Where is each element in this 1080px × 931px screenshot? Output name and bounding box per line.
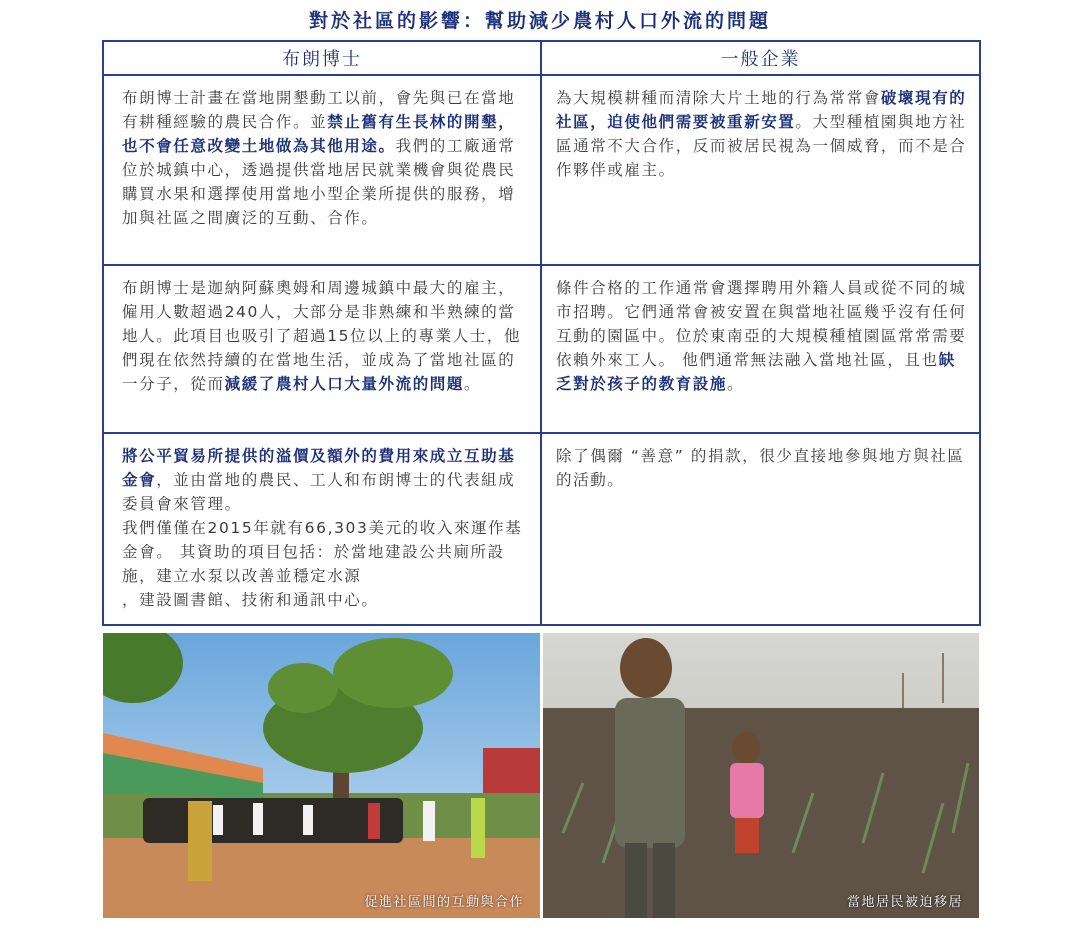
body-text: 除了偶爾 “善意” 的捐款，很少直接地參與地方與社區的活動。 [556, 447, 965, 489]
cell-dr-bronners [103, 265, 541, 433]
body-text: 布朗博士是迦納阿蘇奧姆和周邊城鎮中最大的雇主，僱用人數超過240人，大部分是非熟練和半熟練的當地人。此項目也吸引了超過15位以上的專業人士，他們現在依然持續的在當地生活，並成為了當地社區的一分子，從而 [122, 279, 522, 393]
table-row [103, 433, 980, 625]
body-text: 我們的工廠通常位於城鎮中心，透過提供當地居民就業機會與從農民購買水果和選擇使用當地小型企業所提供的服務，增加與社區之間廣泛的互動、合作。 [122, 137, 516, 227]
cell-dr-bronners [103, 75, 541, 265]
body-text: 。 [464, 375, 482, 393]
photo-displaced-residents [543, 633, 979, 918]
cell-typical-companies [541, 265, 980, 433]
body-text: ，建設圖書館、技術和通訊中心。 [122, 591, 379, 609]
highlight-text: 禁止舊有生長林的開墾，也不會任意改變土地做為其他用途。 [122, 113, 516, 155]
highlight-text: 減緩了農村人口大量外流的問題 [224, 375, 465, 393]
body-text: 。 [727, 375, 745, 393]
body-text: 布朗博士計畫在當地開墾動工以前，會先與已在當地有耕種經驗的農民合作。並 [122, 89, 516, 131]
body-text: ，並由當地的農民、工人和布朗博士的代表組成委員會來管理。 [122, 471, 516, 513]
body-text: 。大型種植園與地方社區通常不大合作，反而被居民視為一個威脅，而不是合作夥伴或雇主。 [556, 113, 967, 179]
cell-typical-companies [541, 433, 980, 625]
header-typical-companies: 一般企業 [541, 41, 980, 75]
highlight-text: 破壞現有的社區，迫使他們需要被重新安置 [556, 89, 967, 131]
body-text: 條件合格的工作通常會選擇聘用外籍人員或從不同的城市招聘。它們通常會被安置在與當地社區幾乎沒有任何互動的園區中。位於東南亞的大規模種植園區常常需要依賴外來工人。 他們通常無法融入當地社區，且也 [556, 279, 967, 369]
cell-dr-bronners [103, 433, 541, 625]
cell-typical-companies [541, 75, 980, 265]
photo-community-gathering [103, 633, 540, 918]
table-row [103, 75, 980, 265]
table-row [103, 265, 980, 433]
header-dr-bronners: 布朗博士 [103, 41, 541, 75]
page-title: 對於社區的影響：幫助減少農村人口外流的問題 [308, 10, 771, 32]
photo-caption: 促進社區間的互動與合作 [364, 895, 524, 910]
body-text: 為大規模耕種而清除大片土地的行為常常會 [556, 89, 881, 107]
photo-caption: 當地居民被迫移居 [846, 895, 963, 910]
comparison-table [102, 40, 981, 626]
body-text: 我們僅僅在2015年就有66,303美元的收入來運作基金會。 其資助的項目包括：於當地建設公共廁所設施，建立水泵以改善並穩定水源 [122, 519, 523, 585]
highlight-text: 缺乏對於孩子的教育設施 [556, 351, 956, 393]
highlight-text: 將公平貿易所提供的溢價及額外的費用來成立互助基金會 [122, 447, 516, 489]
